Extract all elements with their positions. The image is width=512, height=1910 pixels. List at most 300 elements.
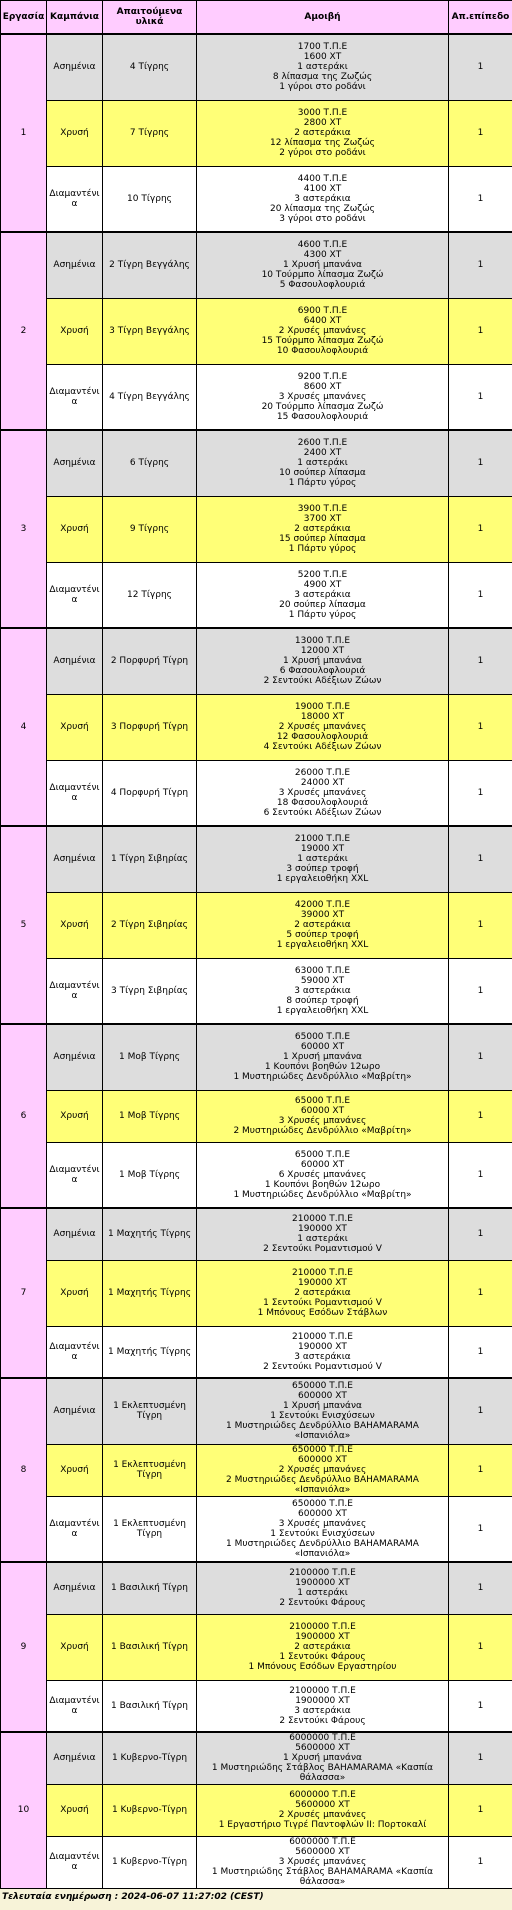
table-row bbox=[1, 166, 512, 232]
reward-line: 12 λίπασμα της Ζωζώς bbox=[270, 138, 375, 148]
level-cell: 1 bbox=[449, 430, 512, 496]
reward-line: 3 αστεράκια bbox=[294, 985, 351, 996]
reward-line: 1 Σεντούκι Ρομαντισμού V bbox=[263, 1298, 382, 1308]
reward-cell bbox=[197, 958, 449, 1024]
table-row bbox=[1, 1614, 512, 1680]
reward-line: 6000000 Τ.Π.Ε bbox=[289, 1837, 356, 1847]
medal-cell: Χρυσή bbox=[47, 892, 103, 958]
reward-line: 3 Χρυσές μπανάνες bbox=[278, 391, 367, 402]
reward-line: 650000 Τ.Π.Ε bbox=[292, 1381, 353, 1392]
materials-cell: 9 Τίγρης bbox=[103, 496, 197, 562]
reward-line: 190000 ΧΤ bbox=[298, 1224, 347, 1235]
reward-line: 210000 Τ.Π.Ε bbox=[292, 1268, 353, 1278]
medal-cell: Χρυσή bbox=[47, 1090, 103, 1142]
reward-line: 65000 Τ.Π.Ε bbox=[294, 1096, 351, 1106]
reward-line: 1 Σεντούκι Ενισχύσεων bbox=[270, 1528, 375, 1539]
level-cell: 1 bbox=[449, 1732, 512, 1784]
reward-line: 3000 Τ.Π.Ε bbox=[297, 108, 348, 118]
reward-line: 1 Πάρτυ γύρος bbox=[288, 544, 357, 554]
level-cell: 1 bbox=[449, 760, 512, 826]
materials-cell: 1 Βασιλική Τίγρη bbox=[103, 1562, 197, 1614]
reward-line: 5200 Τ.Π.Ε bbox=[297, 569, 348, 580]
materials-cell: 1 Μαχητής Τίγρης bbox=[103, 1208, 197, 1260]
level-cell: 1 bbox=[449, 1680, 512, 1732]
reward-line: 1600 ΧΤ bbox=[303, 52, 342, 63]
reward-line: 4400 Τ.Π.Ε bbox=[297, 173, 348, 184]
medal-cell: Ασημένια bbox=[47, 628, 103, 694]
task-number: 2 bbox=[1, 232, 47, 430]
medal-cell: Χρυσή bbox=[47, 1614, 103, 1680]
materials-cell: 1 Εκλεπτυσμένη Τίγρη bbox=[103, 1496, 197, 1562]
medal-cell: Ασημένια bbox=[47, 232, 103, 298]
materials-cell: 2 Πορφυρή Τίγρη bbox=[103, 628, 197, 694]
reward-line: 10 σούπερ λίπασμα bbox=[279, 468, 366, 479]
reward-line: 1 Σεντούκι Ενισχύσεων bbox=[270, 1411, 375, 1422]
reward-line: 2 Σεντούκι Ρομαντισμού V bbox=[263, 1361, 382, 1372]
level-cell: 1 bbox=[449, 496, 512, 562]
reward-cell bbox=[197, 1208, 449, 1260]
table-row bbox=[1, 958, 512, 1024]
reward-cell bbox=[197, 1784, 449, 1836]
reward-line: 2 αστεράκια bbox=[294, 1642, 351, 1652]
level-cell: 1 bbox=[449, 100, 512, 166]
reward-line: 3 αστεράκια bbox=[294, 1351, 351, 1362]
reward-line: 6400 ΧΤ bbox=[303, 316, 342, 326]
reward-line: 60000 ΧΤ bbox=[300, 1042, 345, 1053]
reward-line: 4 Σεντούκι Αδέξιων Ζώων bbox=[263, 742, 382, 752]
reward-cell bbox=[197, 166, 449, 232]
reward-cell bbox=[197, 892, 449, 958]
table-row bbox=[1, 232, 512, 298]
medal-cell: Χρυσή bbox=[47, 1784, 103, 1836]
reward-line: 600000 ΧΤ bbox=[298, 1455, 347, 1465]
level-cell: 1 bbox=[449, 694, 512, 760]
reward-line: 21000 Τ.Π.Ε bbox=[294, 834, 351, 845]
medal-cell: Χρυσή bbox=[47, 496, 103, 562]
table-row bbox=[1, 1444, 512, 1496]
reward-line: 1 Μυστηριώδες Δενδρύλλιο «Μαβρίτη» bbox=[233, 1072, 412, 1083]
level-cell: 1 bbox=[449, 1614, 512, 1680]
materials-cell: 1 Μοβ Τίγρης bbox=[103, 1090, 197, 1142]
table-row bbox=[1, 364, 512, 430]
reward-line: 6000000 Τ.Π.Ε bbox=[289, 1790, 356, 1800]
reward-line: 3 Χρυσές μπανάνες bbox=[278, 1518, 367, 1529]
reward-line: 2 γύροι στο ροδάνι bbox=[279, 148, 366, 158]
medal-cell: Χρυσή bbox=[47, 298, 103, 364]
reward-line: 1 γύροι στο ροδάνι bbox=[279, 82, 366, 93]
reward-line: 1 Εργαστήριο Τιγρέ Παντοφλών ΙΙ: Πορτοκαλί bbox=[218, 1820, 427, 1830]
table-row bbox=[1, 1680, 512, 1732]
medal-cell: Ασημένια bbox=[47, 1562, 103, 1614]
reward-line: 3 Χρυσές μπανάνες bbox=[278, 1857, 367, 1867]
materials-cell: 1 Κυβερνο-Τίγρη bbox=[103, 1836, 197, 1888]
reward-line: 12 Φασουλοφλουριά bbox=[276, 732, 369, 742]
table-row bbox=[1, 430, 512, 496]
reward-line: 15 Φασουλοφλουριά bbox=[276, 411, 369, 422]
reward-line: «Ισπανιόλα» bbox=[294, 1485, 351, 1495]
materials-cell: 1 Μαχητής Τίγρης bbox=[103, 1260, 197, 1326]
materials-cell: 3 Πορφυρή Τίγρη bbox=[103, 694, 197, 760]
reward-line: 24000 ΧΤ bbox=[300, 777, 345, 788]
reward-line: 1 εργαλειοθήκη XXL bbox=[276, 940, 369, 950]
medal-cell: Ασημένια bbox=[47, 1024, 103, 1090]
level-cell: 1 bbox=[449, 1562, 512, 1614]
task-number: 7 bbox=[1, 1208, 47, 1378]
materials-cell: 1 Τίγρη Σιβηρίας bbox=[103, 826, 197, 892]
header-task: Εργασία bbox=[1, 1, 47, 35]
reward-line: «Ισπανιόλα» bbox=[294, 1431, 351, 1442]
medal-cell: Διαμαντένια bbox=[47, 1836, 103, 1888]
medal-cell: Διαμαντένια bbox=[47, 1142, 103, 1208]
medal-cell: Χρυσή bbox=[47, 694, 103, 760]
reward-line: 12000 ΧΤ bbox=[300, 646, 345, 657]
level-cell: 1 bbox=[449, 1326, 512, 1378]
reward-line: 60000 ΧΤ bbox=[300, 1159, 345, 1170]
materials-cell: 1 Μοβ Τίγρης bbox=[103, 1142, 197, 1208]
medal-cell: Διαμαντένια bbox=[47, 1496, 103, 1562]
reward-line: 2100000 Τ.Π.Ε bbox=[289, 1568, 356, 1579]
reward-line: 1 Μυστηριώδης Στάβλος BAHAMARAMA «Κασπία bbox=[211, 1763, 434, 1774]
task-number: 5 bbox=[1, 826, 47, 1024]
table-row bbox=[1, 100, 512, 166]
reward-line: 5 Φασουλοφλουριά bbox=[279, 280, 366, 291]
reward-line: 6000000 Τ.Π.Ε bbox=[289, 1733, 356, 1744]
reward-line: 2 αστεράκια bbox=[294, 524, 351, 534]
reward-line: 2 Χρυσές μπανάνες bbox=[278, 1465, 367, 1475]
reward-line: 63000 Τ.Π.Ε bbox=[294, 965, 351, 976]
reward-line: 210000 Τ.Π.Ε bbox=[292, 1214, 353, 1225]
reward-line: 3 Χρυσές μπανάνες bbox=[278, 787, 367, 798]
medal-cell: Χρυσή bbox=[47, 1444, 103, 1496]
task-number: 4 bbox=[1, 628, 47, 826]
reward-line: 3 αστεράκια bbox=[294, 193, 351, 204]
table-row bbox=[1, 826, 512, 892]
table-row bbox=[1, 892, 512, 958]
level-cell: 1 bbox=[449, 1024, 512, 1090]
table-row bbox=[1, 1378, 512, 1444]
reward-line: 1 αστεράκι bbox=[297, 62, 348, 73]
materials-cell: 1 Βασιλική Τίγρη bbox=[103, 1614, 197, 1680]
task-number: 6 bbox=[1, 1024, 47, 1208]
reward-line: 13000 Τ.Π.Ε bbox=[294, 636, 351, 647]
reward-line: 1 Κουπόνι βοηθών 12ωρο bbox=[264, 1062, 381, 1073]
materials-cell: 4 Πορφυρή Τίγρη bbox=[103, 760, 197, 826]
reward-line: 2 Χρυσές μπανάνες bbox=[278, 326, 367, 336]
reward-line: 3900 Τ.Π.Ε bbox=[297, 504, 348, 514]
reward-line: θάλασσα» bbox=[299, 1877, 346, 1887]
level-cell: 1 bbox=[449, 298, 512, 364]
materials-cell: 10 Τίγρης bbox=[103, 166, 197, 232]
table-row bbox=[1, 1024, 512, 1090]
reward-line: 18 Φασουλοφλουριά bbox=[276, 797, 369, 808]
reward-line: 3 αστεράκια bbox=[294, 1705, 351, 1716]
reward-line: 15 σούπερ λίπασμα bbox=[279, 534, 366, 544]
reward-line: 1 Σεντούκι Φάρους bbox=[279, 1652, 366, 1662]
reward-cell bbox=[197, 562, 449, 628]
level-cell: 1 bbox=[449, 1090, 512, 1142]
medal-cell: Διαμαντένια bbox=[47, 166, 103, 232]
header-level: Απ.επίπεδο bbox=[449, 1, 512, 35]
reward-cell bbox=[197, 364, 449, 430]
level-cell: 1 bbox=[449, 1836, 512, 1888]
reward-line: 1900000 ΧΤ bbox=[295, 1578, 350, 1589]
task-number: 1 bbox=[1, 34, 47, 232]
reward-cell bbox=[197, 760, 449, 826]
reward-line: 4900 ΧΤ bbox=[303, 579, 342, 590]
table-header-row bbox=[1, 1, 512, 35]
reward-line: 1 Χρυσή μπανάνα bbox=[283, 1401, 362, 1412]
materials-cell: 1 Εκλεπτυσμένη Τίγρη bbox=[103, 1444, 197, 1496]
table-row bbox=[1, 694, 512, 760]
reward-line: 18000 ΧΤ bbox=[300, 712, 345, 722]
reward-line: 3 γύροι στο ροδάνι bbox=[279, 213, 366, 224]
materials-cell: 1 Βασιλική Τίγρη bbox=[103, 1680, 197, 1732]
reward-line: 1 Χρυσή μπανάνα bbox=[283, 656, 362, 667]
medal-cell: Χρυσή bbox=[47, 100, 103, 166]
reward-line: 10 Τούρμπο λίπασμα Ζωζώ bbox=[261, 270, 384, 281]
reward-line: 1 Κουπόνι βοηθών 12ωρο bbox=[264, 1179, 381, 1190]
reward-cell bbox=[197, 496, 449, 562]
reward-line: 2800 ΧΤ bbox=[303, 118, 342, 128]
reward-line: 3 αστεράκια bbox=[294, 589, 351, 600]
reward-cell bbox=[197, 100, 449, 166]
reward-line: 1 αστεράκι bbox=[297, 1588, 348, 1599]
reward-line: 20 λίπασμα της Ζωζώς bbox=[270, 203, 375, 214]
reward-cell bbox=[197, 1836, 449, 1888]
medal-cell: Χρυσή bbox=[47, 1260, 103, 1326]
level-cell: 1 bbox=[449, 1142, 512, 1208]
level-cell: 1 bbox=[449, 562, 512, 628]
materials-cell: 3 Τίγρη Βεγγάλης bbox=[103, 298, 197, 364]
reward-line: 1 Μυστηριώδες Δενδρύλλιο BAHAMARAMA bbox=[226, 1421, 419, 1432]
table-row bbox=[1, 1784, 512, 1836]
level-cell: 1 bbox=[449, 1444, 512, 1496]
reward-line: 2 Σεντούκι Ρομαντισμού V bbox=[263, 1244, 382, 1255]
reward-cell bbox=[197, 1614, 449, 1680]
level-cell: 1 bbox=[449, 826, 512, 892]
materials-cell: 12 Τίγρης bbox=[103, 562, 197, 628]
reward-line: «Ισπανιόλα» bbox=[294, 1548, 351, 1559]
table-row bbox=[1, 298, 512, 364]
table-row bbox=[1, 562, 512, 628]
reward-line: 1 αστεράκι bbox=[297, 854, 348, 865]
reward-line: 5600000 ΧΤ bbox=[295, 1800, 350, 1810]
reward-cell bbox=[197, 1562, 449, 1614]
reward-line: 39000 ΧΤ bbox=[300, 910, 345, 920]
reward-line: 2 Χρυσές μπανάνες bbox=[278, 1810, 367, 1820]
reward-line: 6 Φασουλοφλουριά bbox=[279, 666, 366, 677]
level-cell: 1 bbox=[449, 1260, 512, 1326]
medal-cell: Ασημένια bbox=[47, 826, 103, 892]
reward-line: 1 Μπόνους Εσόδων Εργαστηρίου bbox=[248, 1662, 397, 1672]
reward-cell bbox=[197, 1732, 449, 1784]
materials-cell: 2 Τίγρη Βεγγάλης bbox=[103, 232, 197, 298]
level-cell: 1 bbox=[449, 958, 512, 1024]
reward-cell bbox=[197, 1326, 449, 1378]
medal-cell: Διαμαντένια bbox=[47, 1326, 103, 1378]
materials-cell: 7 Τίγρης bbox=[103, 100, 197, 166]
materials-cell: 1 Μαχητής Τίγρης bbox=[103, 1326, 197, 1378]
reward-line: 8 λίπασμα της Ζωζώς bbox=[272, 72, 373, 83]
reward-line: 20 σούπερ λίπασμα bbox=[279, 599, 366, 610]
reward-line: 20 Τούρμπο λίπασμα Ζωζώ bbox=[261, 401, 384, 412]
reward-line: 1 Πάρτυ γύρος bbox=[288, 609, 357, 620]
reward-cell bbox=[197, 34, 449, 100]
reward-line: 2 Σεντούκι Φάρους bbox=[279, 1715, 366, 1726]
reward-line: 1 Μυστηριώδες Δενδρύλλιο «Μαβρίτη» bbox=[233, 1189, 412, 1200]
materials-cell: 1 Εκλεπτυσμένη Τίγρη bbox=[103, 1378, 197, 1444]
table-row bbox=[1, 1208, 512, 1260]
reward-cell bbox=[197, 232, 449, 298]
level-cell: 1 bbox=[449, 166, 512, 232]
reward-line: 4300 ΧΤ bbox=[303, 250, 342, 261]
reward-line: 1 Μυστηριώδες Δενδρύλλιο BAHAMARAMA bbox=[226, 1538, 419, 1549]
task-number: 8 bbox=[1, 1378, 47, 1562]
reward-line: 1700 Τ.Π.Ε bbox=[297, 42, 348, 53]
reward-line: 2 αστεράκια bbox=[294, 1288, 351, 1298]
reward-line: 59000 ΧΤ bbox=[300, 975, 345, 986]
table-row bbox=[1, 1732, 512, 1784]
reward-line: 2600 Τ.Π.Ε bbox=[297, 438, 348, 449]
task-number: 3 bbox=[1, 430, 47, 628]
medal-cell: Ασημένια bbox=[47, 1208, 103, 1260]
reward-line: 42000 Τ.Π.Ε bbox=[294, 900, 351, 910]
materials-cell: 1 Μοβ Τίγρης bbox=[103, 1024, 197, 1090]
reward-cell bbox=[197, 1142, 449, 1208]
materials-cell: 3 Τίγρη Σιβηρίας bbox=[103, 958, 197, 1024]
reward-line: 10 Φασουλοφλουριά bbox=[276, 346, 369, 356]
reward-cell bbox=[197, 1378, 449, 1444]
reward-cell bbox=[197, 1260, 449, 1326]
table-row bbox=[1, 1562, 512, 1614]
table-row bbox=[1, 1260, 512, 1326]
level-cell: 1 bbox=[449, 1784, 512, 1836]
level-cell: 1 bbox=[449, 1208, 512, 1260]
level-cell: 1 bbox=[449, 628, 512, 694]
reward-line: 2 αστεράκια bbox=[294, 920, 351, 930]
reward-line: 1 αστεράκι bbox=[297, 458, 348, 469]
reward-line: 6 Σεντούκι Αδέξιων Ζώων bbox=[263, 807, 382, 818]
reward-line: 2100000 Τ.Π.Ε bbox=[289, 1685, 356, 1696]
header-reward: Αμοιβή bbox=[197, 1, 449, 35]
table-row bbox=[1, 1496, 512, 1562]
reward-line: 65000 Τ.Π.Ε bbox=[294, 1032, 351, 1043]
level-cell: 1 bbox=[449, 364, 512, 430]
reward-line: 4600 Τ.Π.Ε bbox=[297, 240, 348, 251]
task-number: 10 bbox=[1, 1732, 47, 1888]
table-row bbox=[1, 1326, 512, 1378]
reward-line: 1 Μπόνους Εσόδων Στάβλων bbox=[257, 1308, 388, 1318]
reward-line: θάλασσα» bbox=[299, 1773, 346, 1784]
medal-cell: Διαμαντένια bbox=[47, 958, 103, 1024]
header-materials: Απαιτούμενα υλικά bbox=[103, 1, 197, 35]
reward-line: 6 Χρυσές μπανάνες bbox=[278, 1169, 367, 1180]
level-cell: 1 bbox=[449, 1378, 512, 1444]
medal-cell: Ασημένια bbox=[47, 1378, 103, 1444]
reward-line: 1 Χρυσή μπανάνα bbox=[283, 1052, 362, 1063]
reward-line: 3700 ΧΤ bbox=[303, 514, 342, 524]
medal-cell: Διαμαντένια bbox=[47, 562, 103, 628]
level-cell: 1 bbox=[449, 1496, 512, 1562]
reward-line: 8 σούπερ τροφή bbox=[286, 995, 359, 1006]
reward-cell bbox=[197, 1496, 449, 1562]
reward-line: 1900000 ΧΤ bbox=[295, 1695, 350, 1706]
reward-line: 2 Μυστηριώδες Δενδρύλλιο «Μαβρίτη» bbox=[233, 1126, 412, 1136]
table-row bbox=[1, 496, 512, 562]
level-cell: 1 bbox=[449, 892, 512, 958]
table-row bbox=[1, 760, 512, 826]
table-row bbox=[1, 34, 512, 100]
reward-line: 19000 Τ.Π.Ε bbox=[294, 702, 351, 712]
reward-line: 1 εργαλειοθήκη XXL bbox=[276, 1005, 369, 1016]
reward-line: 3 σούπερ τροφή bbox=[286, 864, 359, 875]
materials-cell: 1 Κυβερνο-Τίγρη bbox=[103, 1784, 197, 1836]
reward-line: 1 Χρυσή μπανάνα bbox=[283, 1753, 362, 1764]
reward-line: 2 Σεντούκι Φάρους bbox=[279, 1598, 366, 1609]
reward-line: 2 Σεντούκι Αδέξιων Ζώων bbox=[263, 676, 382, 687]
table-row bbox=[1, 628, 512, 694]
reward-line: 5600000 ΧΤ bbox=[295, 1847, 350, 1857]
table-row bbox=[1, 1090, 512, 1142]
table-body bbox=[1, 34, 512, 1888]
medal-cell: Ασημένια bbox=[47, 34, 103, 100]
reward-line: 600000 ΧΤ bbox=[298, 1508, 347, 1519]
reward-line: 9200 Τ.Π.Ε bbox=[297, 371, 348, 382]
materials-cell: 1 Κυβερνο-Τίγρη bbox=[103, 1732, 197, 1784]
level-cell: 1 bbox=[449, 232, 512, 298]
reward-line: 2 Χρυσές μπανάνες bbox=[278, 722, 367, 732]
reward-line: 65000 Τ.Π.Ε bbox=[294, 1149, 351, 1160]
reward-cell bbox=[197, 628, 449, 694]
materials-cell: 2 Τίγρη Σιβηρίας bbox=[103, 892, 197, 958]
reward-line: 5600000 ΧΤ bbox=[295, 1743, 350, 1754]
last-updated: Τελευταία ενημέρωση : 2024-06-07 11:27:02 (CEST) bbox=[2, 1891, 264, 1902]
medal-cell: Ασημένια bbox=[47, 430, 103, 496]
reward-line: 1 Χρυσή μπανάνα bbox=[283, 260, 362, 271]
materials-cell: 6 Τίγρης bbox=[103, 430, 197, 496]
reward-cell bbox=[197, 694, 449, 760]
reward-line: 2 Μυστηριώδες Δενδρύλλιο BAHAMARAMA bbox=[226, 1475, 419, 1485]
reward-line: 6900 Τ.Π.Ε bbox=[297, 306, 348, 316]
reward-cell bbox=[197, 1680, 449, 1732]
reward-line: 1900000 ΧΤ bbox=[295, 1632, 350, 1642]
materials-cell: 4 Τίγρης bbox=[103, 34, 197, 100]
reward-cell bbox=[197, 298, 449, 364]
reward-line: 2400 ΧΤ bbox=[303, 448, 342, 459]
reward-line: 600000 ΧΤ bbox=[298, 1391, 347, 1402]
reward-line: 1 Πάρτυ γύρος bbox=[288, 478, 357, 489]
table-row bbox=[1, 1142, 512, 1208]
reward-line: 60000 ΧΤ bbox=[300, 1106, 345, 1116]
medal-cell: Διαμαντένια bbox=[47, 1680, 103, 1732]
reward-line: 1 αστεράκι bbox=[297, 1234, 348, 1245]
reward-cell bbox=[197, 430, 449, 496]
reward-line: 190000 ΧΤ bbox=[298, 1341, 347, 1352]
medal-cell: Ασημένια bbox=[47, 1732, 103, 1784]
reward-cell bbox=[197, 1024, 449, 1090]
reward-cell bbox=[197, 826, 449, 892]
reward-line: 5 σούπερ τροφή bbox=[286, 930, 359, 940]
reward-line: 1 Μυστηριώδης Στάβλος BAHAMARAMA «Κασπία bbox=[211, 1867, 434, 1877]
header-medal: Καμπάνια bbox=[47, 1, 103, 35]
reward-cell bbox=[197, 1090, 449, 1142]
table-row bbox=[1, 1836, 512, 1888]
reward-cell bbox=[197, 1444, 449, 1496]
reward-line: 4100 ΧΤ bbox=[303, 183, 342, 194]
reward-line: 210000 Τ.Π.Ε bbox=[292, 1331, 353, 1342]
reward-line: 15 Τούρμπο λίπασμα Ζωζώ bbox=[261, 336, 384, 346]
reward-line: 2100000 Τ.Π.Ε bbox=[289, 1622, 356, 1632]
